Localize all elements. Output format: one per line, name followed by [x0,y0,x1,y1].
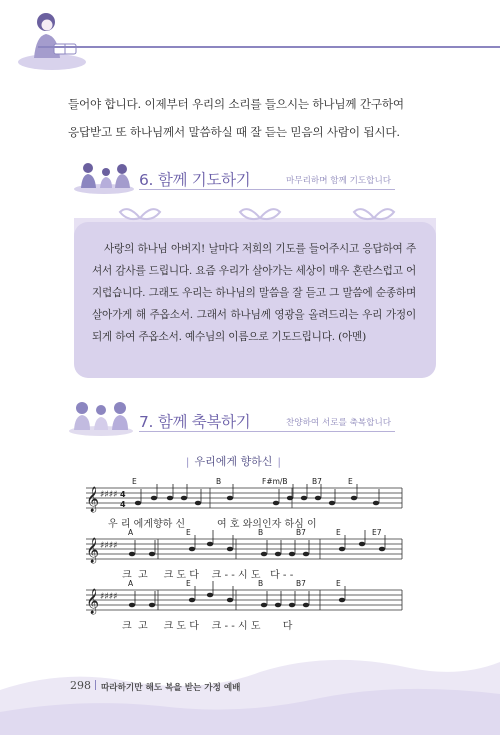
chord-symbol: B7 [312,477,322,486]
chord-symbol: B [258,528,264,537]
note-head [167,496,173,501]
note-head [151,496,157,501]
sheet-music [80,474,410,634]
note-head [207,542,213,547]
header-rule [38,46,500,48]
section-6-underline [139,189,395,190]
family-blessing-illustration [68,396,134,436]
note-head [181,496,187,501]
note-head [129,603,135,608]
note-head [273,501,279,506]
note-head [261,603,267,608]
reading-woman-illustration [14,6,88,72]
note-head [207,593,213,598]
note-head [129,552,135,557]
chord-symbol: E [336,579,341,588]
time-signature: 4 [120,500,126,509]
chord-symbol: E [132,477,137,486]
intro-line-2: 응답받고 또 하나님께서 말씀하실 때 잘 듣는 믿음의 사람이 됩시다. [68,125,400,139]
song-title: 우리에게 향하신 [194,455,273,468]
note-head [359,542,365,547]
family-praying-illustration [72,158,136,194]
section-7-subtitle: 찬양하여 서로를 축복합니다 [286,418,392,428]
note-head [379,547,385,552]
note-head [135,501,141,506]
book-title: 따라하기만 해도 복을 받는 가정 예배 [101,683,241,693]
note-head [339,598,345,603]
note-head [303,552,309,557]
note-head [351,496,357,501]
intro-paragraph [68,90,420,146]
lyrics-line-3: 크 고 크 도 다 크 - - 시 도 다 [122,621,293,632]
section-6-title: 6. 함께 기도하기 [139,171,251,189]
chord-symbol: B [258,579,264,588]
song-title-bracket-left: | [186,457,190,468]
chord-symbol: A [128,579,134,588]
chord-symbol: E [336,528,341,537]
note-head [195,501,201,506]
chord-symbol: E7 [372,528,382,537]
prayer-text [92,238,416,348]
note-head [303,603,309,608]
chord-symbol: B7 [296,528,306,537]
lyrics-line-1: 우 리 에게향하 신 여 호 와의인자 하심 이 [108,519,317,530]
note-head [189,547,195,552]
treble-clef: 𝄞 [86,538,100,563]
note-head [261,552,267,557]
section-7-underline [139,431,395,432]
prayer-body: 사랑의 하나님 아버지! 날마다 저희의 기도를 들어주시고 응답하여 주셔서 감사를 드립니다. 요즘 우리가 살아가는 세상이 매우 혼란스럽고 어지럽습니다. 그래도 우리는 하나님의 말씀을 잘 듣고 그 말씀에 순종하며 살아가게 해 주옵소서. 그래서 하나님께 영광을 올려드리는 우리 가정이 되게 하여 주옵소서. 예수님의 이름으로 기도드립니다. (아멘) [92,243,416,343]
note-head [227,496,233,501]
bottom-wave-decoration [0,650,500,735]
chord-symbol: B7 [296,579,306,588]
section-7-title: 7. 함께 축복하기 [139,413,251,431]
note-head [149,603,155,608]
chord-symbol: E [186,528,191,537]
note-head [289,603,295,608]
song-title-bracket-right: | [277,457,281,468]
key-signature: ♯♯♯♯ [100,541,118,551]
note-head [301,496,307,501]
key-signature: ♯♯♯♯ [100,592,118,602]
note-head [189,598,195,603]
treble-clef: 𝄞 [86,589,100,614]
note-head [315,496,321,501]
note-head [149,552,155,557]
note-head [339,547,345,552]
page-number: 298 [70,679,91,692]
song-title-wrap [186,450,281,469]
chord-symbol: B [216,477,222,486]
footer-divider [95,680,96,690]
chord-symbol: E [186,579,191,588]
time-signature: 4 [120,490,126,499]
note-head [275,552,281,557]
note-head [289,552,295,557]
intro-line-1: 들어야 합니다. 이제부터 우리의 소리를 들으시는 하나님께 간구하여 [68,97,404,111]
note-head [227,598,233,603]
chord-symbol: E [348,477,353,486]
key-signature: ♯♯♯♯ [100,490,118,500]
note-head [227,547,233,552]
chord-symbol: F#m/B [262,477,288,486]
note-head [275,603,281,608]
note-head [329,501,335,506]
note-head [373,501,379,506]
chord-symbol: A [128,528,134,537]
note-head [287,496,293,501]
treble-clef: 𝄞 [86,487,100,512]
lyrics-line-2: 크 고 크 도 다 크 - - 시 도 다 - - [122,570,294,581]
section-6-subtitle: 마무리하며 함께 기도합니다 [286,176,392,186]
